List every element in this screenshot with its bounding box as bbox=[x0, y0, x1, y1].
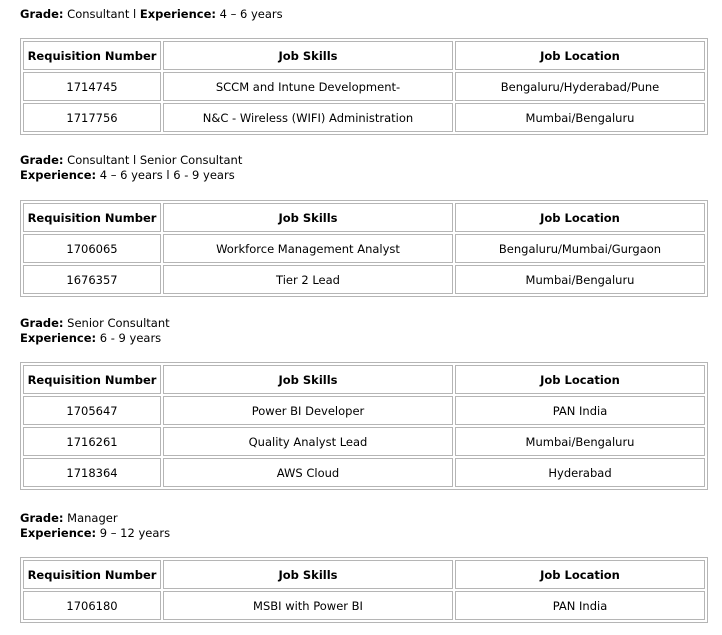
jobs-table-2 bbox=[20, 200, 708, 297]
job-skills: Workforce Management Analyst bbox=[163, 234, 453, 263]
job-skills: N&C - Wireless (WIFI) Administration bbox=[163, 103, 453, 132]
section-3-meta bbox=[20, 316, 170, 346]
table-row bbox=[23, 103, 705, 132]
table-row bbox=[23, 265, 705, 294]
experience-label: Experience: bbox=[20, 331, 97, 345]
table-row bbox=[23, 427, 705, 456]
job-location: Bengaluru/Hyderabad/Pune bbox=[455, 72, 705, 101]
grade-value: Manager bbox=[67, 511, 118, 525]
col-header-skills: Job Skills bbox=[163, 365, 453, 394]
experience-label: Experience: bbox=[20, 526, 97, 540]
grade-label: Grade: bbox=[20, 511, 64, 525]
job-location: Mumbai/Bengaluru bbox=[455, 265, 705, 294]
grade-label: Grade: bbox=[20, 153, 64, 167]
col-header-location: Job Location bbox=[455, 41, 705, 70]
job-skills: SCCM and Intune Development- bbox=[163, 72, 453, 101]
table-row bbox=[23, 234, 705, 263]
experience-label: Experience: bbox=[139, 7, 216, 21]
req-number: 1706065 bbox=[23, 234, 161, 263]
req-number: 1714745 bbox=[23, 72, 161, 101]
experience-value: 6 - 9 years bbox=[99, 331, 162, 345]
experience-value: 4 – 6 years l 6 - 9 years bbox=[99, 168, 235, 182]
col-header-location: Job Location bbox=[455, 365, 705, 394]
job-skills: AWS Cloud bbox=[163, 458, 453, 487]
req-number: 1716261 bbox=[23, 427, 161, 456]
experience-label: Experience: bbox=[20, 168, 97, 182]
table-header-row bbox=[23, 560, 705, 589]
req-number: 1706180 bbox=[23, 591, 161, 620]
table-header-row bbox=[23, 203, 705, 232]
grade-value: Consultant l Senior Consultant bbox=[67, 153, 243, 167]
grade-value: Consultant l bbox=[67, 7, 137, 21]
job-skills: Quality Analyst Lead bbox=[163, 427, 453, 456]
table-header-row bbox=[23, 41, 705, 70]
job-location: Mumbai/Bengaluru bbox=[455, 427, 705, 456]
req-number: 1705647 bbox=[23, 396, 161, 425]
req-number: 1717756 bbox=[23, 103, 161, 132]
job-skills: Tier 2 Lead bbox=[163, 265, 453, 294]
col-header-req: Requisition Number bbox=[23, 365, 161, 394]
jobs-table-3 bbox=[20, 362, 708, 490]
req-number: 1676357 bbox=[23, 265, 161, 294]
job-location: Hyderabad bbox=[455, 458, 705, 487]
table-row bbox=[23, 396, 705, 425]
col-header-req: Requisition Number bbox=[23, 560, 161, 589]
col-header-location: Job Location bbox=[455, 203, 705, 232]
table-row bbox=[23, 458, 705, 487]
section-1-meta bbox=[20, 7, 283, 22]
col-header-skills: Job Skills bbox=[163, 560, 453, 589]
table-row bbox=[23, 72, 705, 101]
col-header-skills: Job Skills bbox=[163, 41, 453, 70]
grade-label: Grade: bbox=[20, 316, 64, 330]
job-location: Mumbai/Bengaluru bbox=[455, 103, 705, 132]
col-header-req: Requisition Number bbox=[23, 41, 161, 70]
section-2-meta bbox=[20, 153, 242, 183]
job-location: PAN India bbox=[455, 591, 705, 620]
experience-value: 9 – 12 years bbox=[99, 526, 171, 540]
table-row bbox=[23, 591, 705, 620]
col-header-skills: Job Skills bbox=[163, 203, 453, 232]
experience-value: 4 – 6 years bbox=[219, 7, 283, 21]
job-skills: Power BI Developer bbox=[163, 396, 453, 425]
col-header-req: Requisition Number bbox=[23, 203, 161, 232]
section-4-meta bbox=[20, 511, 170, 541]
job-location: Bengaluru/Mumbai/Gurgaon bbox=[455, 234, 705, 263]
jobs-table-1 bbox=[20, 38, 708, 135]
table-header-row bbox=[23, 365, 705, 394]
col-header-location: Job Location bbox=[455, 560, 705, 589]
grade-value: Senior Consultant bbox=[67, 316, 170, 330]
grade-label: Grade: bbox=[20, 7, 64, 21]
jobs-table-4 bbox=[20, 557, 708, 623]
req-number: 1718364 bbox=[23, 458, 161, 487]
job-skills: MSBI with Power BI bbox=[163, 591, 453, 620]
job-location: PAN India bbox=[455, 396, 705, 425]
